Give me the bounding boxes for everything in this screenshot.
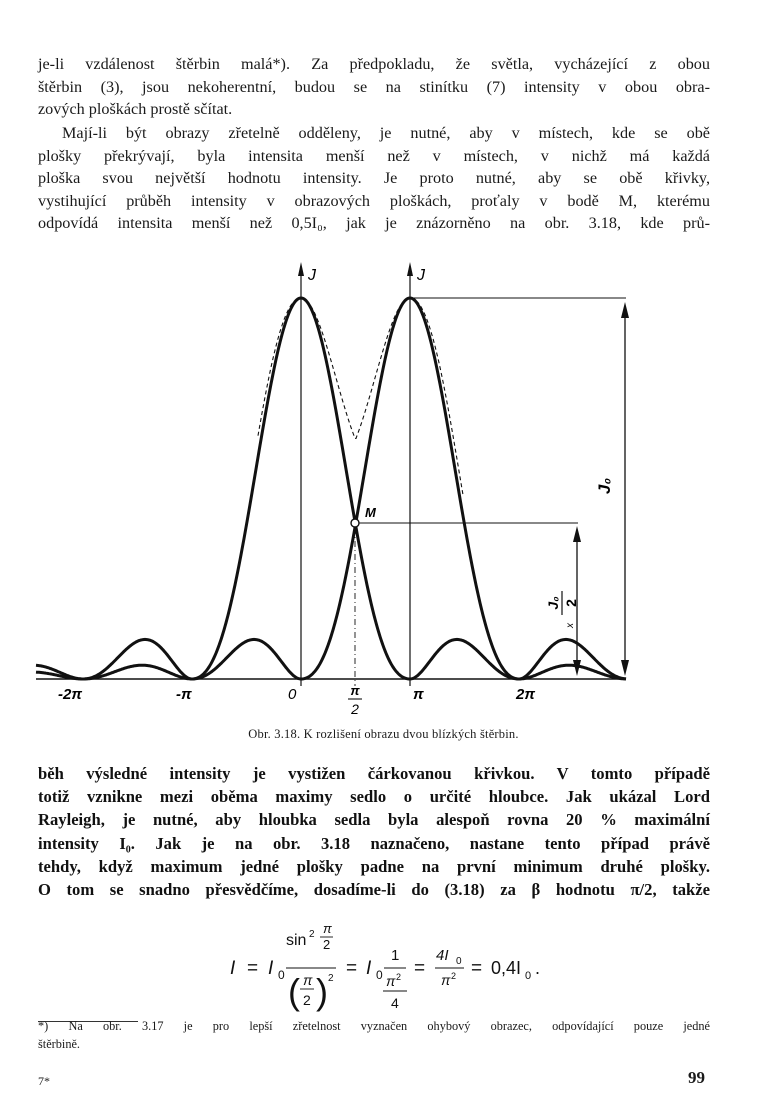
eq-sub-b: 0 xyxy=(376,968,383,982)
eq-4i0: 4I xyxy=(436,947,449,964)
paragraph-3 xyxy=(38,762,710,901)
eq-two-b: 2 xyxy=(303,992,311,1008)
text-line: Rayleigh, je nutné, aby hloubka sedla byla alespoň rovna 20 % maximální xyxy=(38,810,710,830)
height-label-full: J₀ xyxy=(595,477,614,495)
x-tick-label: -π xyxy=(176,686,192,703)
text-line: Mají-li být obrazy zřetelně odděleny, je nutné, aby v místech, kde se obě xyxy=(62,124,710,142)
sheet-signature: 7* xyxy=(38,1074,50,1088)
eq-lhs: I xyxy=(230,958,236,979)
footnote-line: *) Na obr. 3.17 je pro lepší zřetelnost vyznačen ohybový obrazec, odpovídající pouze jedné xyxy=(38,1019,710,1033)
height-label-half-den: 2 xyxy=(563,599,579,607)
eq-pi-a: π xyxy=(323,921,332,936)
resulting-intensity-dashed-curve xyxy=(258,298,463,495)
text-line: vystihující průběh intensity v obrazových ploškách, proťaly v bodě M, kterému xyxy=(38,191,710,210)
figure-caption: Obr. 3.18. K rozlišení obrazu dvou blízkých štěrbin. xyxy=(248,727,519,741)
eq-sin: sin xyxy=(286,932,307,949)
eq-result: 0,4I xyxy=(491,958,522,978)
x-tick-label: 2π xyxy=(516,686,536,703)
svg-text:): ) xyxy=(316,971,328,1012)
height-arrow-half-top xyxy=(573,526,581,542)
x-tick-half-num: π xyxy=(350,683,360,698)
x-tick-label: -2π xyxy=(58,686,83,703)
text-line: odpovídá intensita menší než 0,5I₀, jak je znázorněno na obr. 3.18, kde prů- xyxy=(38,214,710,233)
height-arrow-full-bottom xyxy=(621,660,629,676)
eq-sq-b: 2 xyxy=(328,973,334,984)
eq-one: 1 xyxy=(391,947,400,964)
height-label-half xyxy=(545,591,579,615)
eq-dot: . xyxy=(535,958,541,978)
point-m xyxy=(351,519,359,527)
axis-label-left: J xyxy=(308,267,316,284)
intensity-curve-right xyxy=(36,298,626,679)
text-line: totiž vznikne mezi oběma maximy sedlo o určité hloubce. Jak ukázal Lord xyxy=(38,787,710,807)
height-arrow-full-top xyxy=(621,302,629,318)
eq-result-sub: 0 xyxy=(525,970,532,982)
text-line: zových ploškách prostě sčítat. xyxy=(38,100,233,119)
text-line: O tom se snadno přesvědčíme, dosadíme-li do (3.18) za β hodnotu π/2, takže xyxy=(38,880,710,900)
paragraph-2 xyxy=(38,122,710,235)
text-line: plošky překrývají, byla intensita menší než v místech, v nichž má každá xyxy=(38,146,710,165)
equation xyxy=(200,918,580,1018)
text-line: ploška svou největší hodnotu intensity. Je proto nutné, aby se obě křivky, xyxy=(38,169,710,188)
eq-equals-4: = xyxy=(471,958,483,979)
text-line: běh výsledné intensity je vystižen čárkovanou křivkou. V tomto případě xyxy=(38,764,710,783)
eq-pi-d: π xyxy=(441,972,451,988)
eq-pi-c: π xyxy=(386,973,396,989)
x-tick-half-den: 2 xyxy=(351,701,359,717)
axis-label-right: J xyxy=(417,267,425,284)
text-line: je-li vzdálenost štěrbin malá*). Za předpokladu, že světla, vycházející z obou xyxy=(38,55,710,73)
eq-equals-2: = xyxy=(346,958,358,979)
eq-pi-b: π xyxy=(303,972,313,988)
text-line: štěrbin (3), jsou nekoherentní, budou se na stinítku (7) intensity v obou obra- xyxy=(38,77,710,96)
svg-text:(: ( xyxy=(288,971,300,1012)
eq-sin-sq: 2 xyxy=(309,929,315,940)
eq-equals-3: = xyxy=(414,958,426,979)
figure-3-18 xyxy=(28,258,728,723)
page-number: 99 xyxy=(688,1068,705,1087)
eq-4i0-sub: 0 xyxy=(456,956,462,967)
y-axis-left-arrow xyxy=(298,262,304,276)
paragraph-1 xyxy=(38,53,710,121)
footnote-line: štěrbině. xyxy=(38,1037,81,1051)
point-m-label: M xyxy=(365,505,376,520)
eq-i0: I xyxy=(268,958,274,979)
eq-sq-d: 2 xyxy=(451,971,457,981)
eq-sq-c: 2 xyxy=(396,972,402,982)
eq-four: 4 xyxy=(391,995,399,1011)
x-tick-label-half-pi xyxy=(348,683,362,717)
footnote xyxy=(38,1017,710,1053)
eq-equals: = xyxy=(247,958,259,979)
height-arrow-half-bottom xyxy=(573,660,581,676)
eq-i0-b: I xyxy=(366,958,372,979)
x-sub-label: x xyxy=(565,623,576,628)
text-line: tehdy, když maximum jedné plošky padne na první minimum druhé plošky. xyxy=(38,856,710,876)
text-line: intensity I₀. Jak je na obr. 3.18 naznačeno, nastane tento případ právě xyxy=(38,833,710,853)
intensity-curve-left xyxy=(36,298,626,679)
height-label-half-num: J₀ xyxy=(545,596,561,610)
eq-two-a: 2 xyxy=(323,937,331,952)
y-axis-right-arrow xyxy=(407,262,413,276)
eq-sub: 0 xyxy=(278,968,285,982)
x-tick-label: 0 xyxy=(288,686,297,703)
x-tick-label: π xyxy=(413,686,424,703)
